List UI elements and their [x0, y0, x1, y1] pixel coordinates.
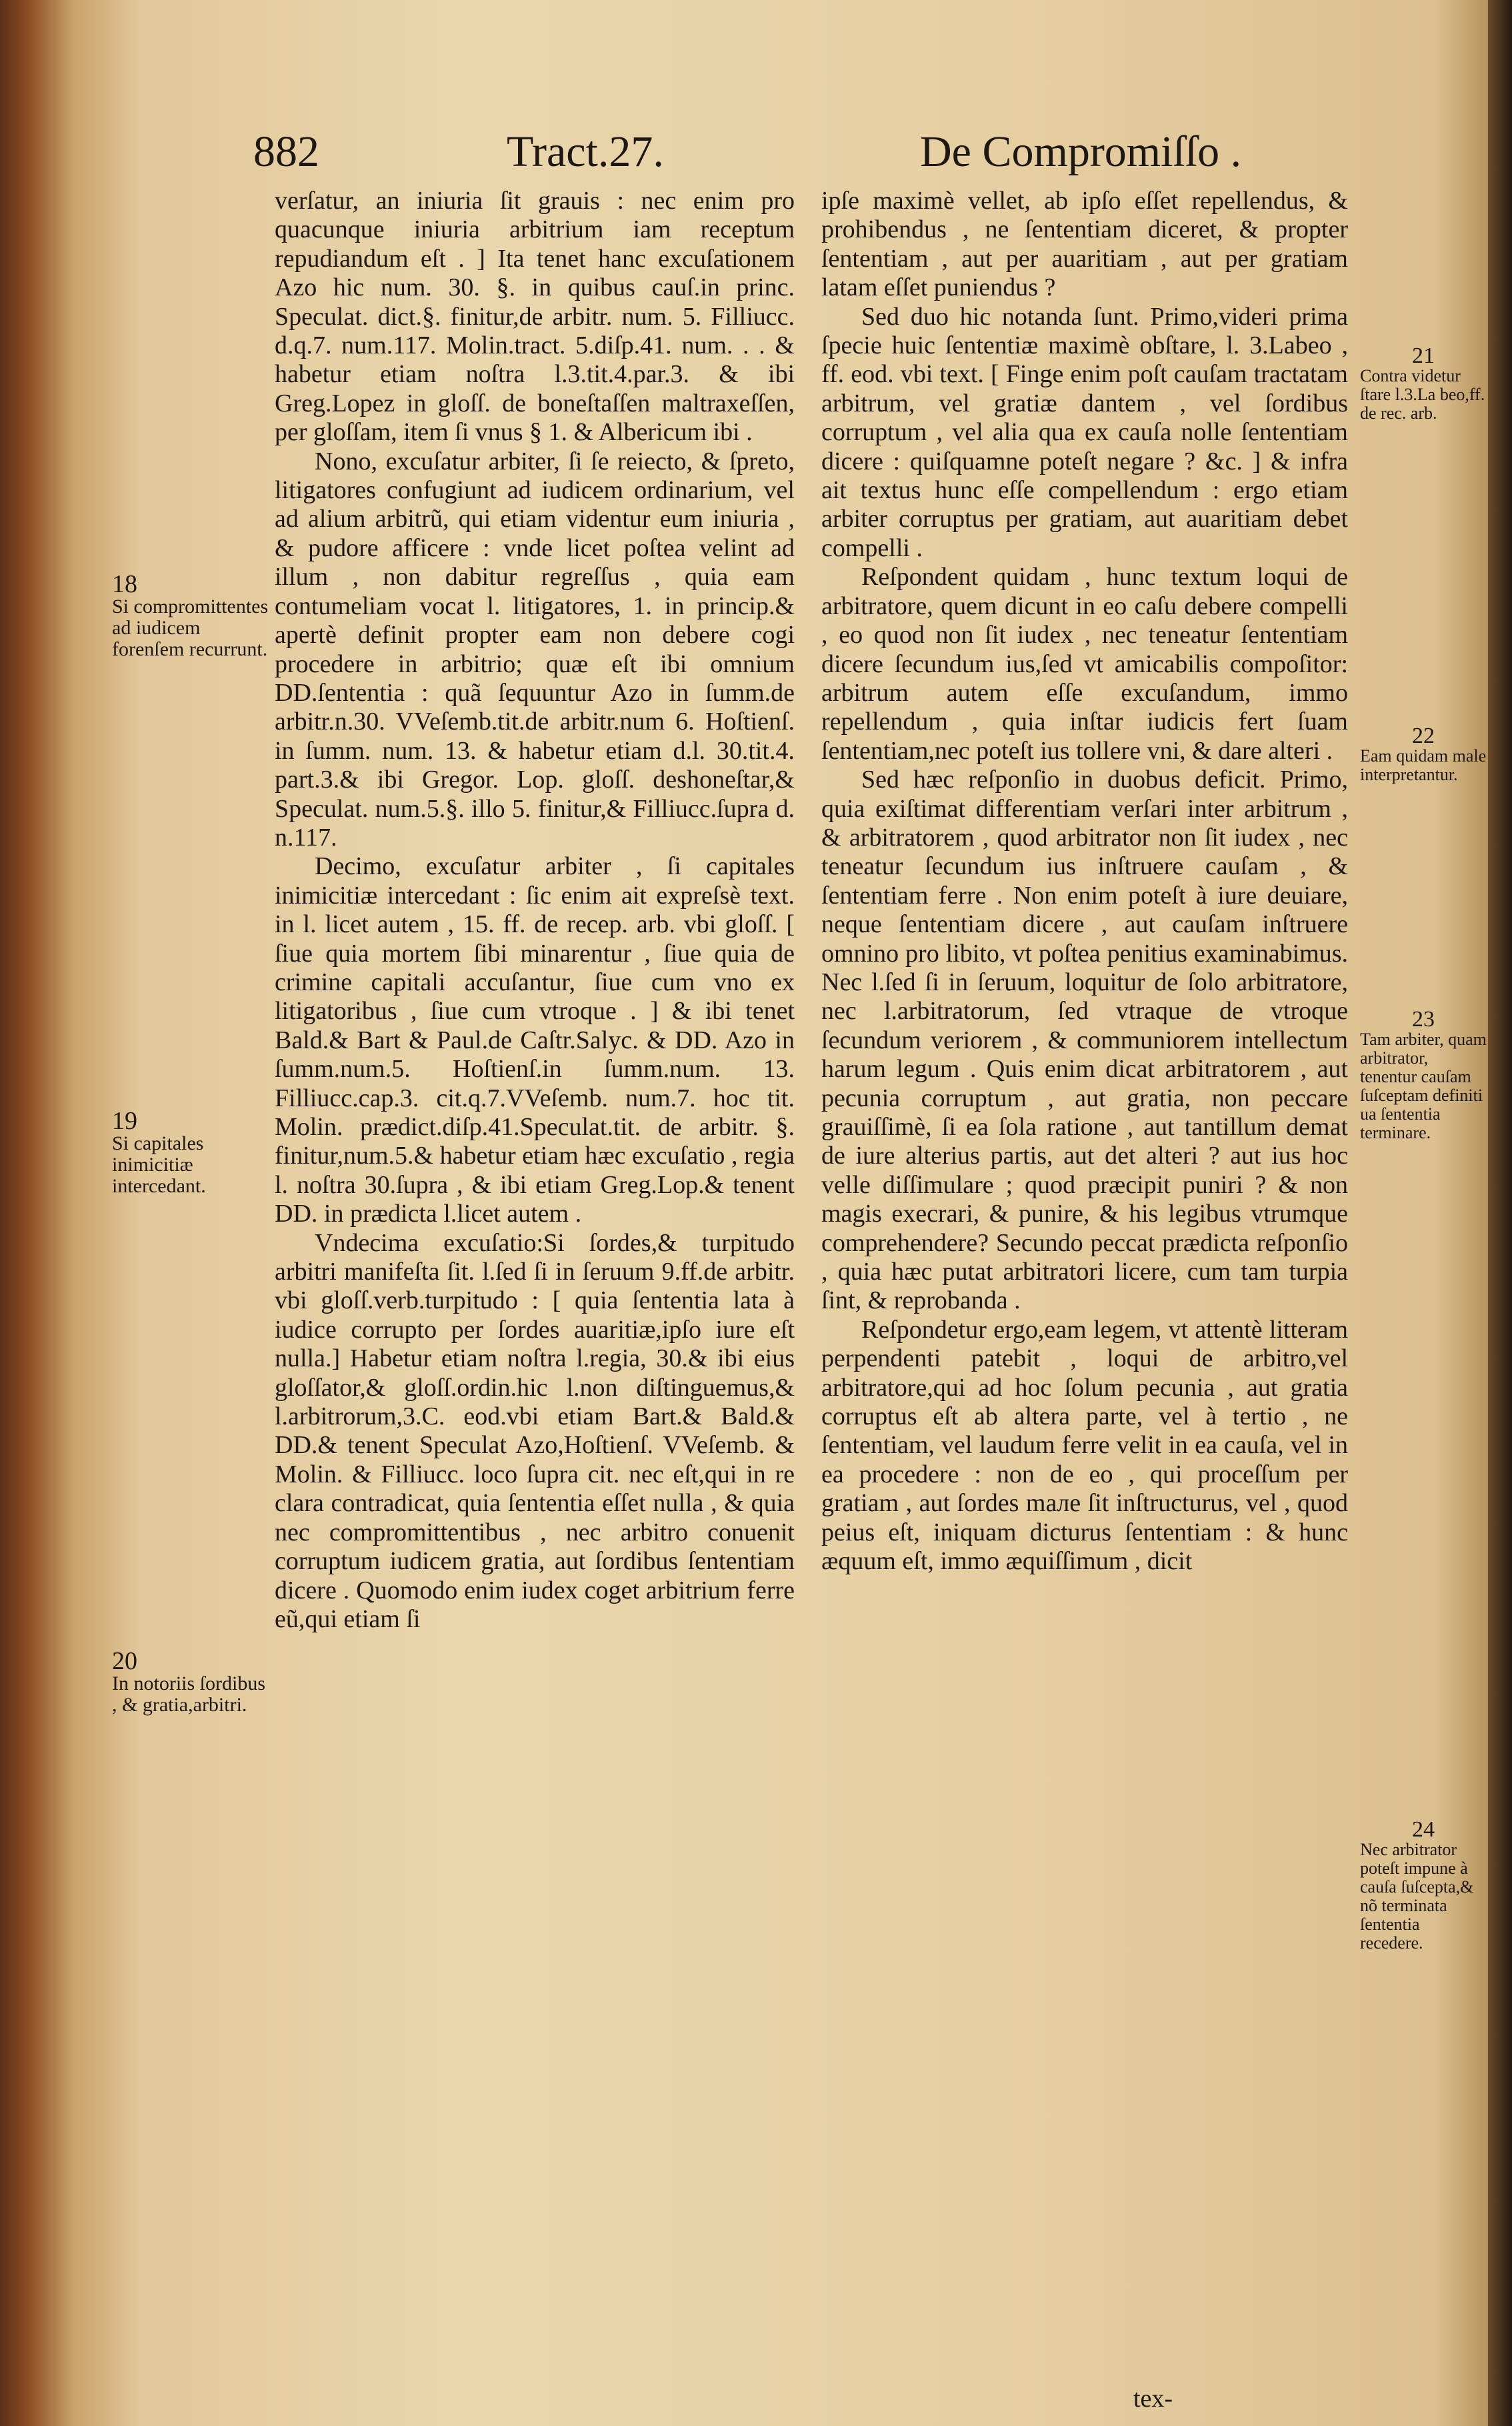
paragraph: Vndecima excuſatio:Si ſordes,& turpitudo arbitri manifeſta ſit. l.ſed ſi in ſeruum 9.ff.de arbitr. vbi gloſſ.verb.turpitudo : [ quia ſententia lata à iudice corrupto per ſordes auaritiæ,ipſo iure eſt nulla.] Habetur etiam noſtra l.regia, 30.& ibi eius gloſſator,& gloſſ.ordin.hic l.non diſtinguemus,& l.arbitrorum,3.C. eod.vbi etiam Bart.& Bald.& DD.& tenent Speculat Azo,Hoſtienſ. VVeſemb. & Molin. & Filliucc. loco ſupra cit. nec eſt,qui in re clara contradicat, quia ſententia eſſet nulla , & quia nec compromittentibus , nec arbitro conuenit corruptum iudicem gratia, aut ſordibus ſententiam dicere . Quomodo enim iudex coget arbitrium ferre eũ,qui etiam ſi — [275, 1228, 795, 1633]
note-text: Nec arbitrator poteſt impune à cauſa ſuſcepta,& nõ terminata ſententia recedere. — [1360, 1840, 1474, 1953]
margin-note — [1360, 1817, 1487, 1953]
note-number: 23 — [1412, 1007, 1435, 1032]
note-text: In notoriis ſordibus , & gratia,arbitri. — [112, 1672, 265, 1716]
note-text: Contra videtur ſtare l.3.La beo,ff. de rec. arb. — [1360, 366, 1485, 423]
left-column — [275, 187, 795, 1634]
running-title: De Compromiſſo . — [920, 127, 1242, 176]
paragraph: Reſpondetur ergo,eam legem, vt attentè litteram perpendenti patebit , loqui de arbitro,vel arbitratore,qui ad hoc ſolum pecunia , aut gratia corruptus eſt ab altera parte, vel à tertio , ne ſententiam, vel laudum ferre velit in ea cauſa, vel in ea procedere : non de eo , qui proceſſum per gratiam , aut ſordes maле ſit inſtructurus, vel , quod peius eſt, iniquam dicturus ſententiam : & hunc æquum eſt, immo æquiſſimum , dicit — [821, 1315, 1348, 1576]
note-number: 24 — [1412, 1817, 1435, 1842]
margin-note — [112, 1107, 272, 1197]
margin-note — [112, 570, 272, 660]
note-text: Eam quidam male interpretantur. — [1360, 746, 1487, 784]
note-text: Tam arbiter, quam arbitrator, tenentur cauſam ſuſceptam definiti ua ſententia terminare. — [1360, 1030, 1487, 1142]
tract-label: Tract.27. — [507, 127, 664, 176]
page-edge-shadow — [1488, 0, 1512, 2426]
margin-note — [1360, 343, 1487, 423]
catchword: tex- — [1133, 2385, 1173, 2413]
right-column — [821, 187, 1348, 1576]
paragraph: Decimo, excuſatur arbiter , ſi capitales inimicitiæ intercedant : ſic enim ait expreſsè text. in l. licet autem , 15. ff. de recep. arb. vbi gloſſ. [ ſiue quia mortem ſibi minarentur , ſiue quia de crimine capitali accuſantur, ſiue cum vno ex litigatoribus , ſiue cum vtroque . ] & ibi tenet Bald.& Bart & Paul.de Caſtr.Salyc. & DD. Azo in ſumm.num.5. Hoſtienſ.in ſumm.num. 13. Filliucc.cap.3. cit.q.7.VVeſemb. num.7. hoc tit. Molin. prædict.diſp.41.Speculat.tit. de arbitr. §. finitur,num.5.& habetur etiam hæc excuſatio , regia l. noſtra 30.ſupra , & ibi etiam Greg.Lop.& tenent DD. in prædicta l.licet autem . — [275, 852, 795, 1228]
running-header — [253, 127, 1360, 187]
paragraph: Sed hæc reſponſio in duobus deficit. Primo, quia exiſtimat differentiam verſari inter arbitrum , & arbitratorem , quod arbitrator non ſit iudex , nec teneatur ſecundum ius inſtruere cauſam , & ſententiam ferre . Non enim poteſt à iure deuiare, neque ſententiam dicere , aut cauſam inſtruere omnino pro libito, vt poſtea penitius examinabimus. Nec l.ſed ſi in ſeruum, loquitur de ſolo arbitratore, nec l.arbitratorum, ſed vtraque de vtroque ſecundum veriorem , & communiorem intellectum harum legum . Quis enim dicat arbitratorem , aut pecunia corruptum , aut gratia, non peccare grauiſſimè, ſi ea ſola ratione , aut tantillum demat de iure alterius partis, aut det alteri ? aut ius hoc velle diſſimulare ; quod præcipit puniri ? & non magis execrari, & punire, & his legibus vtrumque comprehendere? Secundo peccat prædicta reſponſio , quia hæc putat arbitratori licere, cum tam turpia ſint, & reprobanda . — [821, 766, 1348, 1315]
note-number: 21 — [1412, 343, 1435, 368]
note-number: 22 — [1412, 724, 1435, 748]
paragraph: ipſe maximè vellet, ab ipſo eſſet repellendus, & prohibendus , ne ſententiam diceret, & propter ſententiam , aut per auaritiam , aut per gratiam latam eſſet puniendus ? — [821, 187, 1348, 302]
note-number: 18 — [112, 570, 137, 598]
margin-note — [1360, 1007, 1487, 1142]
margin-note — [1360, 724, 1487, 784]
note-number: 20 — [112, 1647, 137, 1675]
paragraph: Reſpondent quidam , hunc textum loqui de arbitratore, quem dicunt in eo caſu debere compelli , eo quod non ſit iudex , nec teneatur ſententiam dicere ſecundum ius,ſed vt amicabilis compoſitor: arbitrum autem eſſe excuſandum, immo repellendum , quia inſtar iudicis fert ſuam ſententiam,nec poteſt ius tollere vni, & dare alteri . — [821, 563, 1348, 765]
margin-note — [112, 1647, 272, 1716]
note-text: Si capitales inimicitiæ intercedant. — [112, 1132, 206, 1197]
paragraph: verſatur, an iniuria ſit grauis : nec enim pro quacunque iniuria arbitrium iam receptum repudiandum eſt . ] Ita tenet hanc excuſationem Azo hic num. 30. §. in quibus cauſ.in princ. Speculat. dict.§. finitur,de arbitr. num. 5. Filliucc. d.q.7. num.117. Molin.tract. 5.diſp.41. num. . . & habetur etiam noſtra l.3.tit.4.par.3. & ibi Greg.Lopez in gloſſ. de boneſtaſſen maltraxeſſen, per gloſſam, item ſi vnus § 1. & Albericum ibi . — [275, 187, 795, 447]
page-number: 882 — [253, 127, 319, 176]
paragraph: Sed duo hic notanda ſunt. Primo,videri prima ſpecie huic ſententiæ maximè obſtare, l. 3.Labeo , ff. eod. vbi text. [ Finge enim poſt cauſam tractatam arbitrum, vel gratiæ dantem , vel ſordibus corruptum , vel alia qua ex cauſa nolle ſententiam dicere : quiſquamne poteſt negare ? &c. ] & infra ait textus hunc eſſe compellendum : ergo etiam arbiter corruptus per gratiam, aut auaritiam debet compelli . — [821, 302, 1348, 562]
paragraph: Nono, excuſatur arbiter, ſi ſe reiecto, & ſpreto, litigatores confugiunt ad iudicem ordinarium, vel ad alium arbitrũ, qui etiam videntur eum iniuria , & pudore afficere : vnde licet poſtea velint ad illum , non dabitur regreſſus , quia eam contumeliam vocat l. litigatores, 1. in princip.& apertè definit propter eam non debere cogi procedere in arbitrio; quæ eſt ibi omnium DD.ſententia : quã ſequuntur Azo in ſumm.de arbitr.n.30. VVeſemb.tit.de arbitr.num 6. Hoſtienſ. in ſumm. num. 13. & habetur etiam d.l. 30.tit.4. part.3.& ibi Gregor. Lop. gloſſ. deshoneſtar,& Speculat. num.5.§. illo 5. finitur,& Filliucc.ſupra d. n.117. — [275, 447, 795, 852]
note-number: 19 — [112, 1107, 137, 1135]
note-text: Si compromittentes ad iudicem forenſem recurrunt. — [112, 595, 269, 660]
